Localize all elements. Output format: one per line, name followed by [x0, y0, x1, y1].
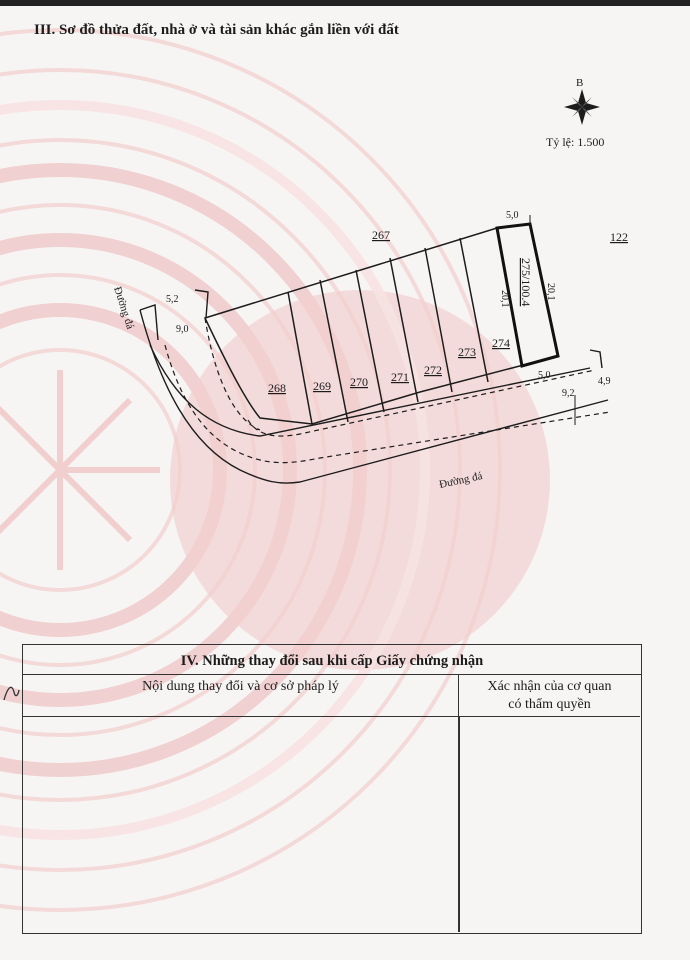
- road-dash-outer: [165, 345, 610, 463]
- divider-2: [320, 280, 348, 422]
- dim-offset-right: 4,9: [598, 376, 611, 387]
- margin-mark: [2, 680, 20, 709]
- north-label: B: [576, 77, 584, 89]
- divider-6: [460, 238, 488, 382]
- road-left-label: Đường đá: [111, 285, 137, 331]
- parcel-268-label: 268: [268, 381, 286, 395]
- parcel-269-label: 269: [313, 379, 331, 393]
- section-4-title: IV. Những thay đổi sau khi cấp Giấy chứng nhận: [23, 645, 641, 675]
- dim-bottom-width: 5,0: [538, 370, 551, 381]
- col-changes-content-label: Nội dung thay đổi và cơ sở pháp lý: [142, 679, 339, 694]
- section-3-title: III. Sơ đồ thửa đất, nhà ở và tài sản khác gắn liền với đất: [34, 22, 399, 38]
- north-arrow-icon: [564, 89, 600, 125]
- dim-top-width: 5,0: [506, 210, 519, 221]
- column-divider: [458, 717, 460, 932]
- dim-road-width-left: 9,0: [176, 324, 189, 335]
- divider-3: [356, 270, 384, 412]
- road-right-end: [590, 350, 602, 368]
- parcel-273-label: 273: [458, 345, 476, 359]
- dim-corner-left-top: 5,2: [166, 294, 179, 305]
- road-edge-outer: [140, 310, 608, 483]
- road-bottom-label: Đường đá: [438, 470, 484, 491]
- col-changes-content: [23, 675, 459, 717]
- dim-inner-side: 20,1: [499, 290, 510, 308]
- changes-table: [22, 644, 642, 934]
- parcel-122-label: 122: [610, 230, 628, 244]
- parcel-270-label: 270: [350, 375, 368, 389]
- parcel-271-label: 271: [391, 370, 409, 384]
- parcel-267-label: 267: [372, 228, 390, 242]
- divider-1: [288, 292, 312, 424]
- parcel-272-label: 272: [424, 363, 442, 377]
- dim-right-side: 20,1: [545, 283, 556, 301]
- col-authority-confirmation: [459, 675, 640, 717]
- dim-road-width-right: 9,2: [562, 388, 575, 399]
- parcel-275-label: 275/100.4: [519, 258, 533, 307]
- col-authority-line1: Xác nhận của cơ quan: [487, 679, 612, 694]
- road-left-end: [140, 305, 158, 340]
- col-authority-line2: có thẩm quyền: [508, 697, 591, 712]
- parcel-274-label: 274: [492, 336, 510, 350]
- road-left-end-2: [195, 290, 208, 318]
- scale-label: Tỷ lệ: 1.500: [546, 135, 605, 149]
- parcel-block: [205, 224, 558, 424]
